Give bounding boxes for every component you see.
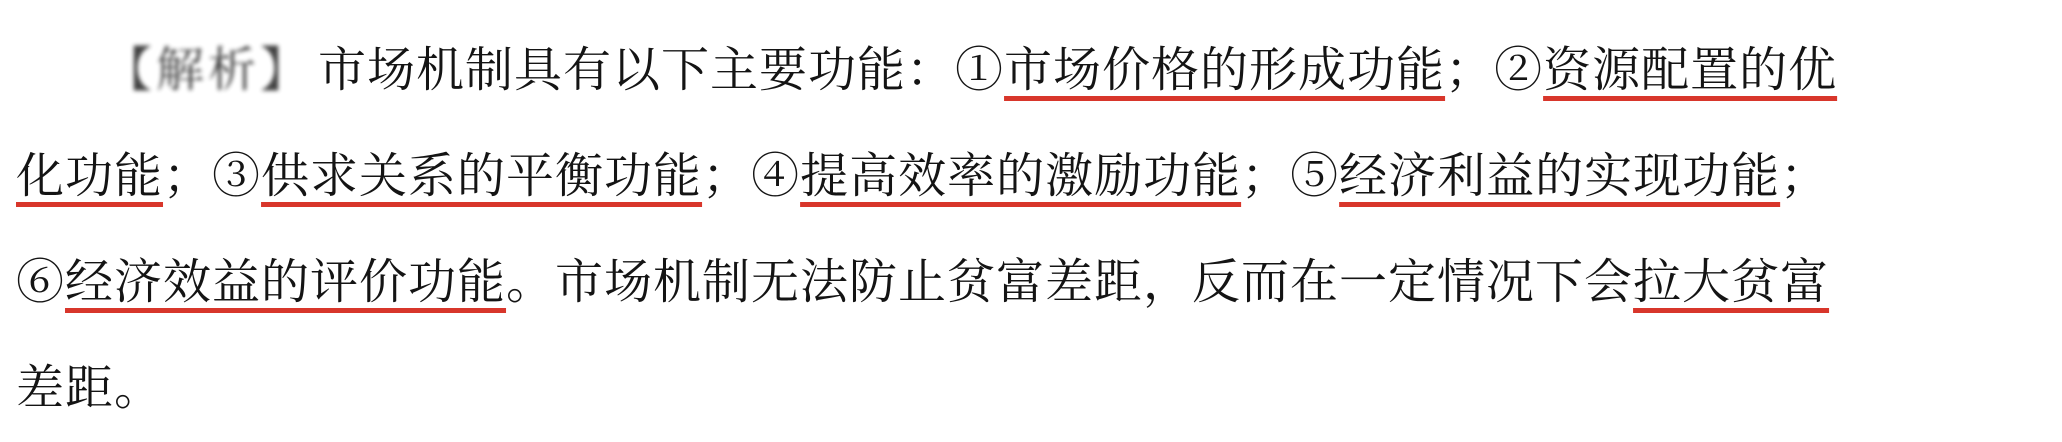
circled-number-2: ② <box>1494 42 1544 98</box>
circled-number-5: ⑤ <box>1290 148 1340 204</box>
circled-number-1: ① <box>955 42 1005 98</box>
punctuation: ； <box>163 148 213 204</box>
text-segment: 差距。 <box>16 360 164 416</box>
punctuation: ； <box>702 148 752 204</box>
underlined-phrase-resource-allocation-part1: 资源配置的优 <box>1543 42 1838 98</box>
text-line-3 <box>16 252 1829 312</box>
underlined-phrase-economic-interest: 经济利益的实现功能 <box>1339 148 1781 204</box>
text-line-1 <box>104 40 1837 100</box>
underlined-phrase-price-formation: 市场价格的形成功能 <box>1004 42 1446 98</box>
analysis-label: 【解析】 <box>104 42 313 98</box>
circled-number-4: ④ <box>751 148 801 204</box>
underlined-phrase-supply-demand-balance: 供求关系的平衡功能 <box>261 148 703 204</box>
text-line-2 <box>16 146 1829 206</box>
text-segment: 。市场机制无法防止贫富差距，反而在一定情况下会 <box>506 254 1634 310</box>
punctuation: ； <box>1780 148 1830 204</box>
underlined-phrase-widen-wealth-gap: 拉大贫富 <box>1633 254 1830 310</box>
punctuation: ； <box>1241 148 1291 204</box>
text-segment: 市场机制具有以下主要功能： <box>318 42 956 98</box>
punctuation: ； <box>1445 42 1495 98</box>
underlined-phrase-resource-allocation-part2: 化功能 <box>16 148 164 204</box>
underlined-phrase-economic-benefit-evaluation: 经济效益的评价功能 <box>65 254 507 310</box>
text-line-4 <box>16 358 163 418</box>
circled-number-6: ⑥ <box>16 254 66 310</box>
circled-number-3: ③ <box>212 148 262 204</box>
underlined-phrase-efficiency-incentive: 提高效率的激励功能 <box>800 148 1242 204</box>
